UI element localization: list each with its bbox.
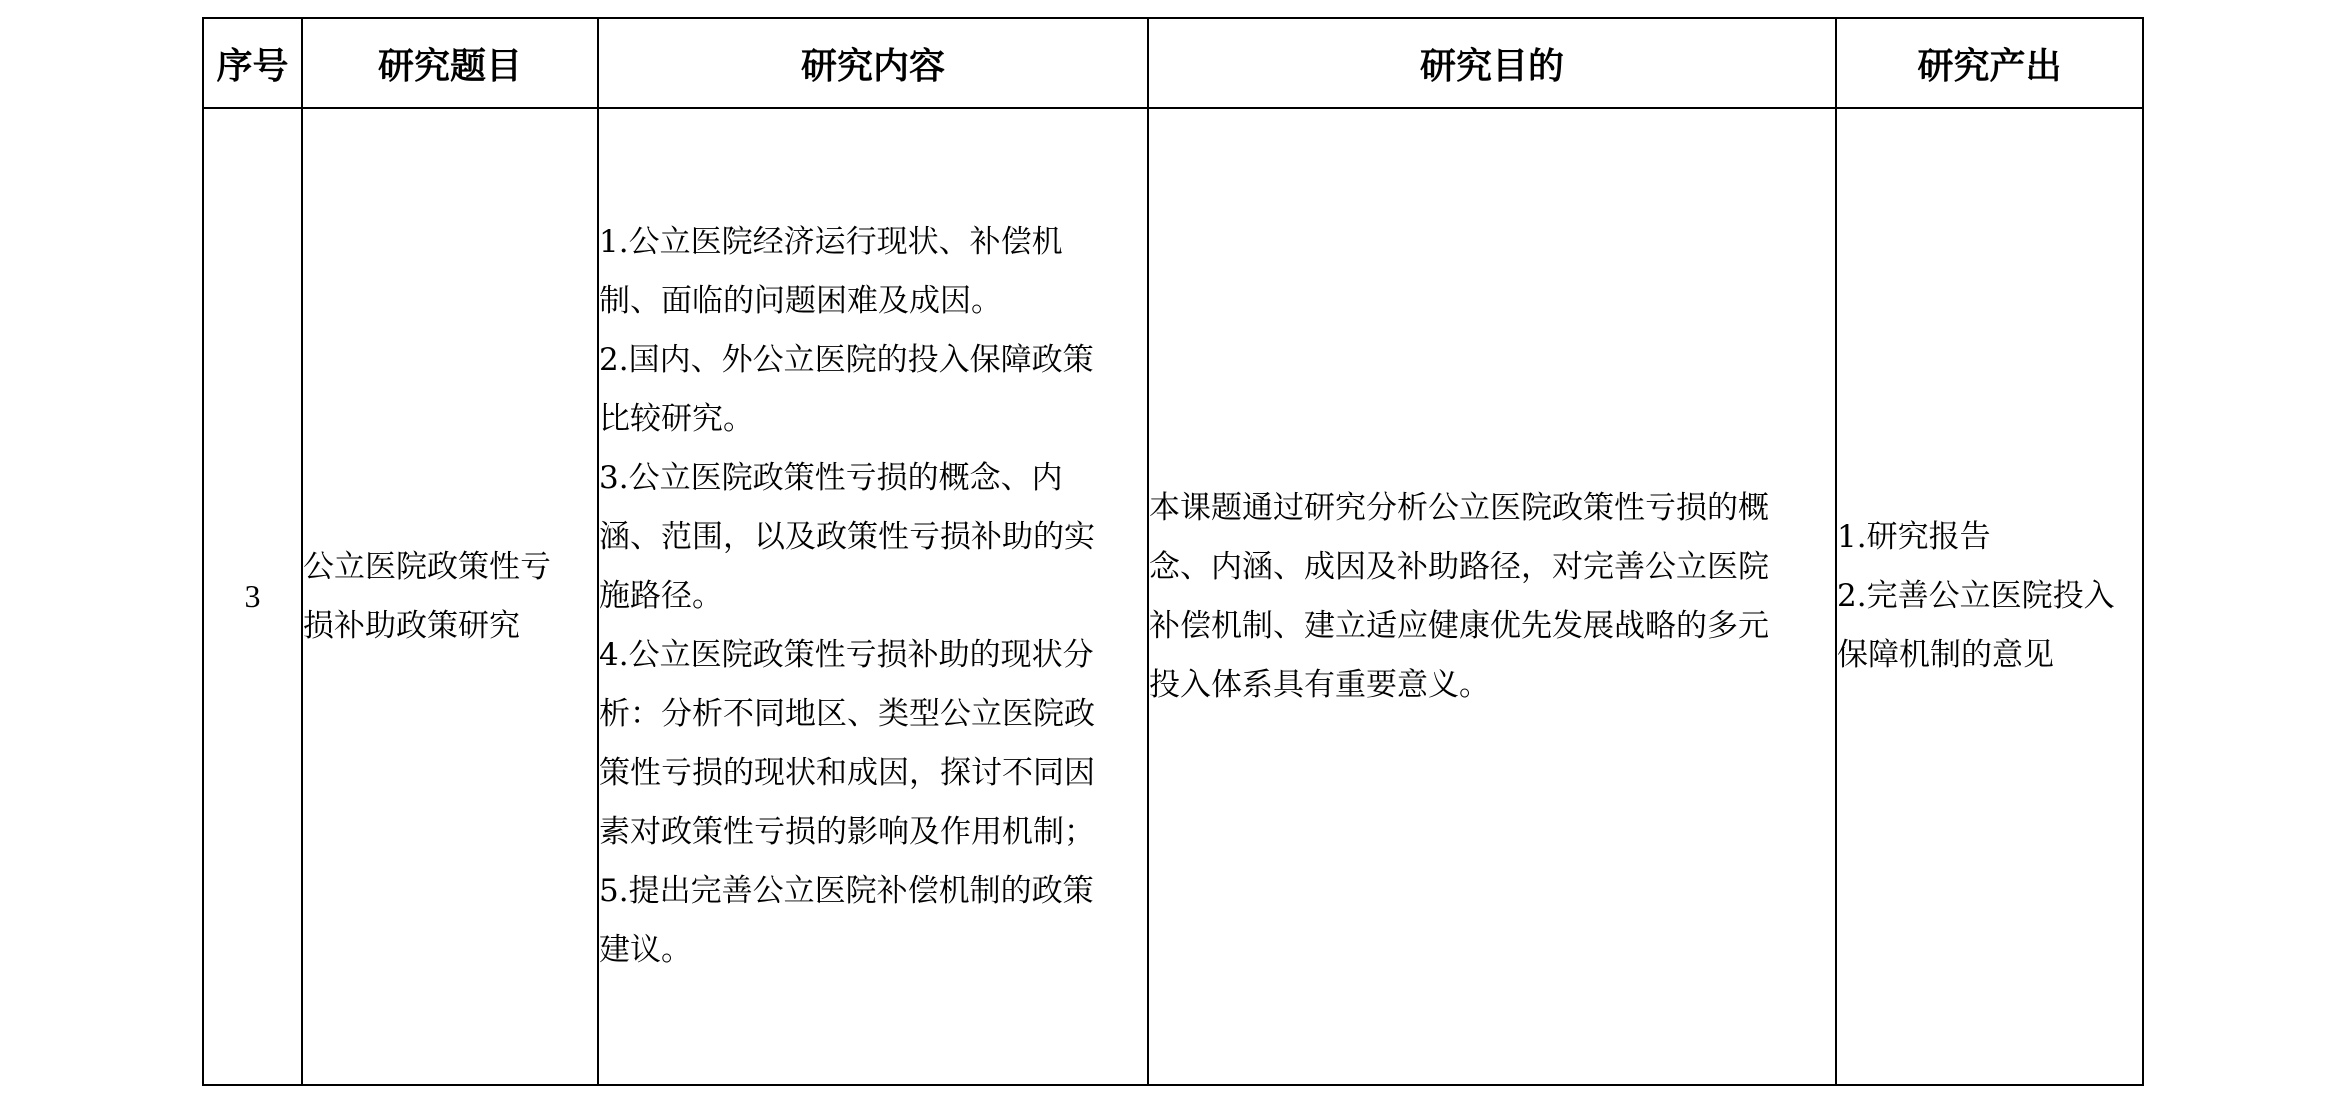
content-item-4 bbox=[599, 626, 1147, 862]
content-line: 建议。 bbox=[599, 932, 692, 968]
header-output: 研究产出 bbox=[1836, 18, 2143, 108]
content-line: 涵、范围，以及政策性亏损补助的实 bbox=[599, 519, 1095, 555]
output-item-1 bbox=[1837, 508, 2142, 567]
title-line: 损补助政策研究 bbox=[303, 607, 520, 644]
output-line: 1.研究报告 bbox=[1837, 519, 1991, 555]
header-content: 研究内容 bbox=[598, 18, 1148, 108]
content-line: 施路径。 bbox=[599, 578, 723, 614]
purpose-line: 念、内涵、成因及补助路径，对完善公立医院 bbox=[1149, 548, 1769, 585]
purpose-line: 本课题通过研究分析公立医院政策性亏损的概 bbox=[1149, 489, 1769, 526]
content-line: 4.公立医院政策性亏损补助的现状分 bbox=[599, 637, 1094, 673]
content-item-2 bbox=[599, 331, 1147, 449]
output-line: 2.完善公立医院投入 bbox=[1837, 578, 2115, 614]
cell-purpose bbox=[1148, 108, 1836, 1085]
header-purpose: 研究目的 bbox=[1148, 18, 1836, 108]
output-item-2 bbox=[1837, 567, 2142, 685]
content-line: 素对政策性亏损的影响及作用机制； bbox=[599, 814, 1095, 850]
content-line: 5.提出完善公立医院补偿机制的政策 bbox=[599, 873, 1094, 909]
content-line: 3.公立医院政策性亏损的概念、内 bbox=[599, 460, 1063, 496]
output-list bbox=[1837, 508, 2142, 685]
header-no: 序号 bbox=[203, 18, 302, 108]
cell-output bbox=[1836, 108, 2143, 1085]
cell-no: 3 bbox=[203, 108, 302, 1085]
cell-content bbox=[598, 108, 1148, 1085]
title-line: 公立医院政策性亏 bbox=[303, 548, 551, 585]
content-item-5 bbox=[599, 862, 1147, 980]
content-line: 2.国内、外公立医院的投入保障政策 bbox=[599, 342, 1094, 378]
output-line: 保障机制的意见 bbox=[1837, 637, 2054, 673]
content-line: 比较研究。 bbox=[599, 401, 754, 437]
content-item-1 bbox=[599, 213, 1147, 331]
header-row bbox=[203, 18, 2143, 108]
purpose-line: 投入体系具有重要意义。 bbox=[1149, 666, 1490, 703]
content-list bbox=[599, 213, 1147, 980]
content-line: 析：分析不同地区、类型公立医院政 bbox=[599, 696, 1095, 732]
purpose-line: 补偿机制、建立适应健康优先发展战略的多元 bbox=[1149, 607, 1769, 644]
content-item-3 bbox=[599, 449, 1147, 626]
table-row bbox=[203, 108, 2143, 1085]
header-title: 研究题目 bbox=[302, 18, 598, 108]
content-line: 1.公立医院经济运行现状、补偿机 bbox=[599, 224, 1063, 260]
cell-title bbox=[302, 108, 598, 1085]
research-table bbox=[202, 17, 2144, 1086]
content-line: 策性亏损的现状和成因，探讨不同因 bbox=[599, 755, 1095, 791]
content-line: 制、面临的问题困难及成因。 bbox=[599, 283, 1002, 319]
